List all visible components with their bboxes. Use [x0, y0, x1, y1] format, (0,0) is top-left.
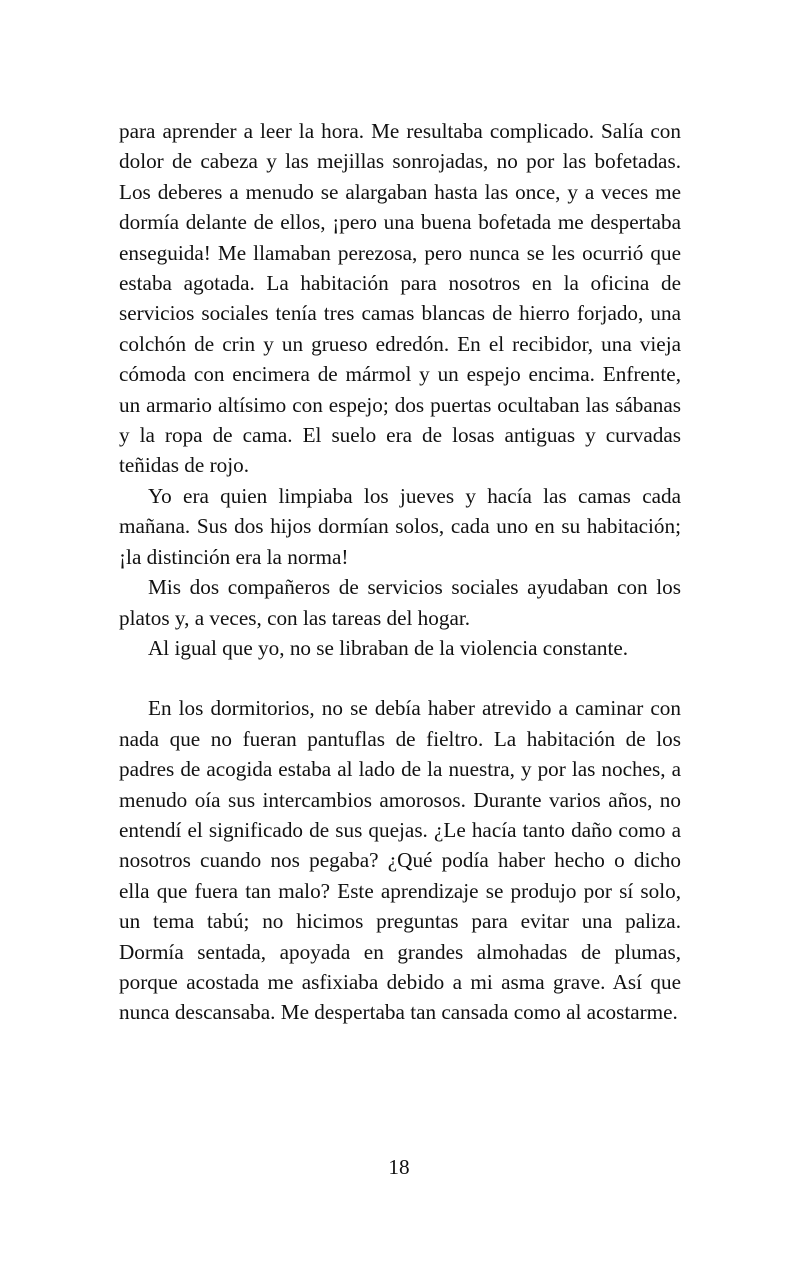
paragraph-continuation: para aprender a leer la hora. Me resultaba complicado. Salía con dolor de cabeza y las mejillas sonrojadas, no por las bofetadas. Los deberes a menudo se alargaban hasta las once, y a veces me dormía delante de ellos, ¡pero una buena bofetada me despertaba enseguida! Me llamaban perezosa, pero nunca se les ocurrió que estaba agotada. La habitación para nosotros en la oficina de servicios sociales tenía tres camas blancas de hierro forjado, una colchón de crin y un grueso edredón. En el recibidor, una vieja cómoda con encimera de mármol y un espejo encima. Enfrente, un armario altísimo con espejo; dos puertas ocultaban las sábanas y la ropa de cama. El suelo era de losas antiguas y curvadas teñidas de rojo.	[119, 119, 681, 478]
page-number: 18	[388, 1155, 410, 1179]
paragraph-thursday-cleaning: Yo era quien limpiaba los jueves y hacía las camas cada mañana. Sus dos hijos dormían solos, cada uno en su habitación; ¡la distinción era la norma!	[119, 483, 681, 569]
paragraph-violence: Al igual que yo, no se libraban de la violencia constante.	[148, 635, 629, 660]
body-text	[119, 116, 681, 1028]
paragraph-bedrooms: En los dormitorios, no se debía haber atrevido a caminar con nada que no fueran pantuflas de fieltro. La habitación de los padres de acogida estaba al lado de la nuestra, y por las noches, a menudo oía sus intercambios amorosos. Durante varios años, no entendí el significado de sus quejas. ¿Le hacía tanto daño como a nosotros cuando nos pegaba? ¿Qué podía haber hecho o dicho ella que fuera tan malo? Este aprendizaje se produjo por sí solo, un tema tabú; no hicimos preguntas para evitar una paliza. Dormía sentada, apoyada en grandes almohadas de plumas, porque acostada me asfixiaba debido a mi asma grave. Así que nunca descansaba. Me despertaba tan cansada como al acostarme.	[119, 696, 681, 1025]
paragraph-companions: Mis dos compañeros de servicios sociales ayudaban con los platos y, a veces, con las tareas del hogar.	[119, 575, 681, 630]
